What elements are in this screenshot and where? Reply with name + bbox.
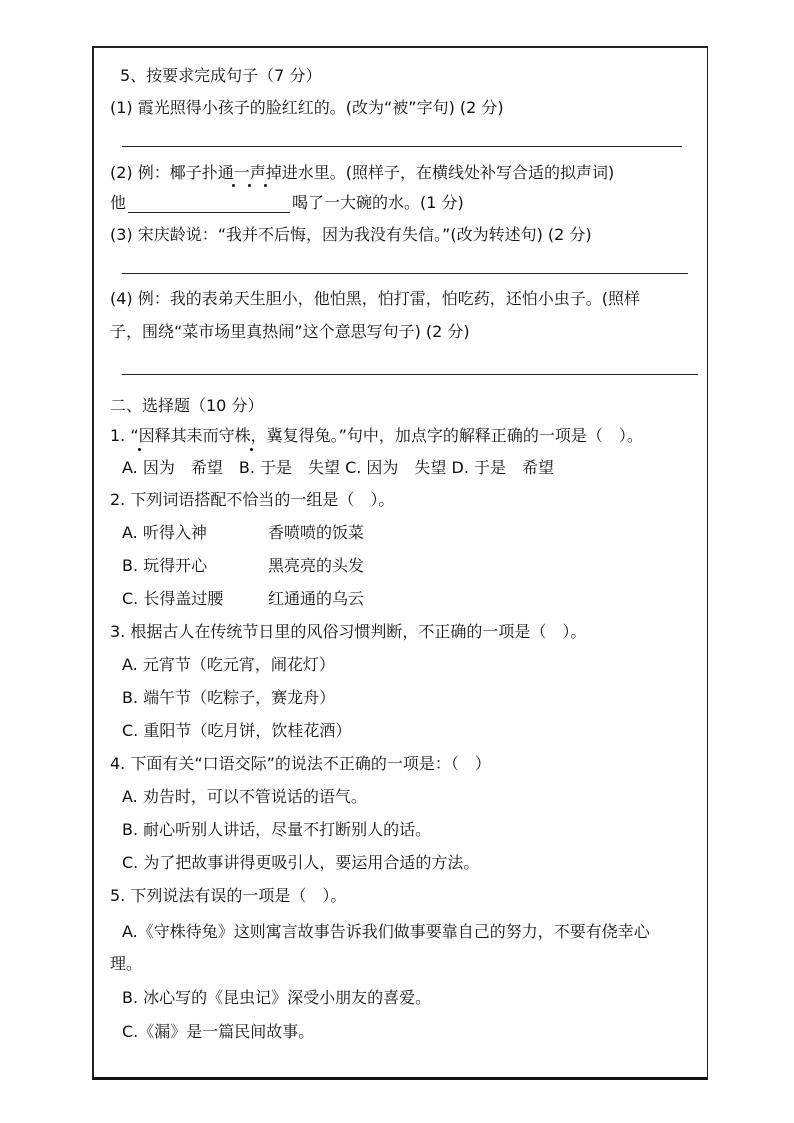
mc2-option-a-left: A. 听得入神: [122, 523, 207, 542]
mc2-option-c-right: 红通通的乌云: [268, 589, 365, 608]
mc3-option-c: C. 重阳节（吃月饼，饮桂花酒）: [122, 721, 352, 740]
q5-part1: (1) 霞光照得小孩子的脸红红的。(改为“被”字句) (2 分): [110, 98, 504, 117]
mc4-stem: 4. 下面有关“口语交际”的说法不正确的一项是：（ ）: [110, 754, 491, 773]
emphasis-dot: [250, 448, 253, 451]
fill-suffix: 喝了一大碗的水。(1 分): [292, 193, 464, 212]
q5-part4-line2: 子，围绕“菜市场里真热闹”这个意思写句子) (2 分): [110, 322, 470, 341]
answer-line-3[interactable]: [122, 374, 698, 375]
mc5-option-b: B. 冰心写的《昆虫记》深受小朋友的喜爱。: [122, 988, 432, 1007]
fill-blank[interactable]: [128, 197, 290, 213]
mc5-option-a-line1: A.《守株待兔》这则寓言故事告诉我们做事要靠自己的努力，不要有侥幸心: [122, 922, 650, 941]
answer-line-1[interactable]: [122, 146, 682, 147]
emphasis-dot: [248, 184, 251, 187]
q5-title: 5、按要求完成句子（7 分）: [120, 66, 322, 85]
mc2-stem: 2. 下列词语搭配不恰当的一组是（ ）。: [110, 490, 395, 509]
mc2-option-c-left: C. 长得盖过腰: [122, 589, 224, 608]
mc5-stem: 5. 下列说法有误的一项是（ ）。: [110, 886, 347, 905]
mc4-option-c: C. 为了把故事讲得更吸引人，要运用合适的方法。: [122, 853, 480, 872]
mc3-option-b: B. 端午节（吃粽子，赛龙舟）: [122, 688, 336, 707]
emphasis-dot: [232, 184, 235, 187]
q5-part2-fill: [110, 193, 464, 213]
emphasis-dot: [138, 448, 141, 451]
mc3-stem: 3. 根据古人在传统节日里的风俗习惯判断，不正确的一项是（ ）。: [110, 622, 587, 641]
fill-prefix: 他: [110, 193, 127, 212]
q5-part2: (2) 例：椰子扑通一声掉进水里。(照样子，在横线处补写合适的拟声词): [110, 163, 615, 182]
mc5-option-a-line2: 理。: [110, 954, 143, 973]
q5-part3: (3) 宋庆龄说：“我并不后悔，因为我没有失信。”(改为转述句) (2 分): [110, 225, 592, 244]
mc5-option-c: C.《漏》是一篇民间故事。: [122, 1022, 315, 1041]
emphasis-dot: [264, 184, 267, 187]
mc1-options: A. 因为 希望 B. 于是 失望 C. 因为 失望 D. 于是 希望: [122, 458, 554, 477]
q5-part4-line1: (4) 例：我的表弟天生胆小，他怕黑，怕打雷，怕吃药，还怕小虫子。(照样: [110, 289, 640, 308]
mc2-option-b-right: 黑亮亮的头发: [268, 556, 365, 575]
section2-heading: 二、选择题（10 分）: [110, 396, 264, 415]
mc3-option-a: A. 元宵节（吃元宵，闹花灯）: [122, 655, 335, 674]
mc4-option-a: A. 劝告时，可以不管说话的语气。: [122, 787, 367, 806]
answer-line-2[interactable]: [122, 273, 688, 274]
mc2-option-a-right: 香喷喷的饭菜: [268, 523, 365, 542]
mc4-option-b: B. 耐心听别人讲话，尽量不打断别人的话。: [122, 820, 432, 839]
mc1-stem: 1. “因释其耒而守株，冀复得兔。”句中，加点字的解释正确的一项是（ ）。: [110, 426, 643, 445]
mc2-option-b-left: B. 玩得开心: [122, 556, 208, 575]
